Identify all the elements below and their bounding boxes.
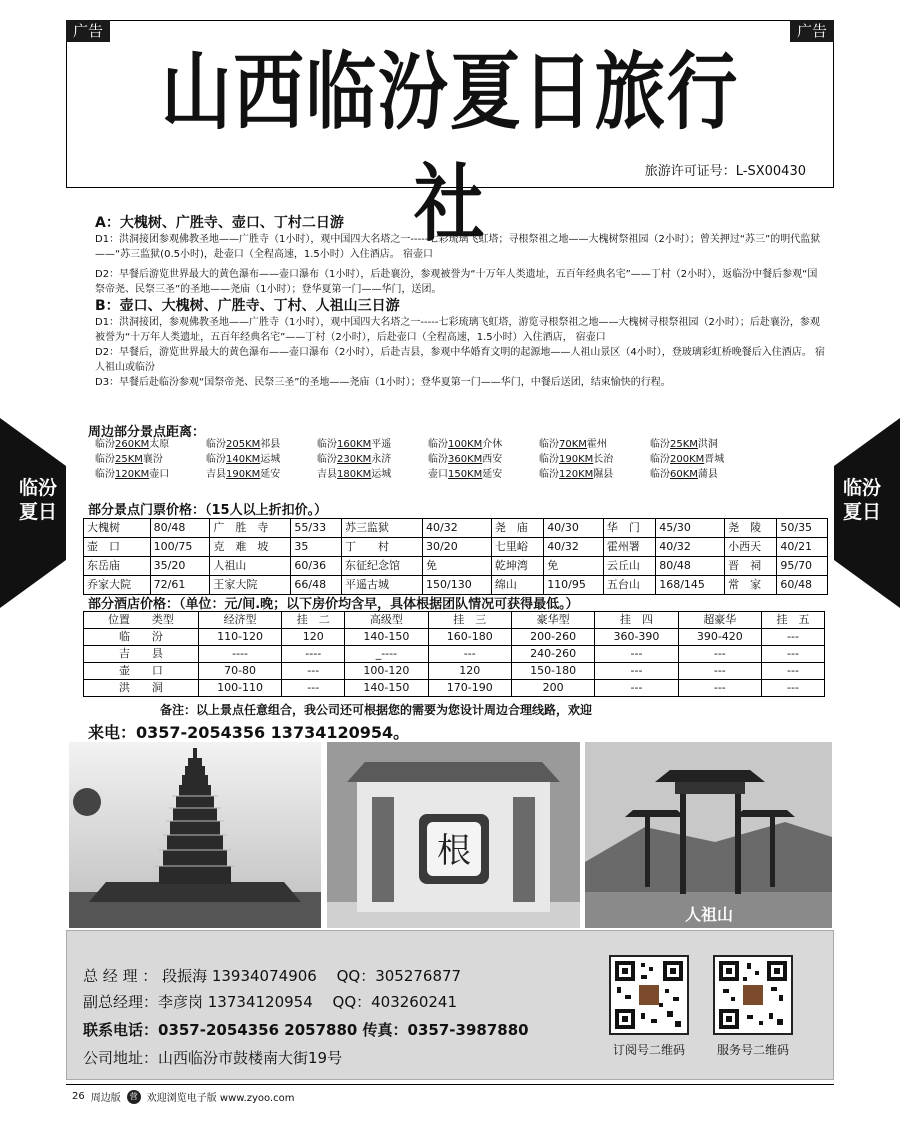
table-cell: 390-420 <box>678 629 761 646</box>
table-cell: 超豪华 <box>678 612 761 629</box>
table-cell: --- <box>762 646 825 663</box>
distance-cell: 临汾360KM西安 <box>428 454 503 465</box>
hotel-title: 部分酒店价格：（单位：元/间.晚；以下房价均含早，具体根据团队情况可获得最低。） <box>88 597 579 612</box>
distance-grid <box>95 437 795 482</box>
route-b-day1: D1：洪洞接团，参观佛教圣地——广胜寺（1小时），观中国四大名塔之一-----七彩琉璃飞虹塔，游览寻根祭祖之地——大槐树寻根祭祖园（2小时）；后赴襄汾，参观被誉为“十万年人类遗址，五百年经典名宅”——丁村（2小时），后赴壶口（全程高速，1.5小时）入住酒店， 宿壶口 <box>95 317 820 343</box>
distance-cell: 吉县180KM运城 <box>317 469 392 480</box>
route-a-day1: D1：洪洞接团参观佛教圣地——广胜寺（1小时），观中国四大名塔之一-----七彩琉璃飞虹塔；寻根祭祖之地——大槐树祭祖园（2小时）；曾关押过“苏三”的明代监狱——“苏三监狱(0.5小时)，赴壶口（全程高速，1.5小时）入住酒店。 宿壶口 <box>95 234 821 260</box>
page-title: 山西临汾夏日旅行社 <box>161 42 739 253</box>
table-cell: 豪华型 <box>511 612 594 629</box>
footer <box>72 1089 294 1104</box>
table-cell: 壶 口 <box>84 538 151 557</box>
table-cell: 80/48 <box>656 557 725 576</box>
ad-tag-left: 广告 <box>66 20 110 42</box>
table-cell: 40/32 <box>544 538 604 557</box>
page-number: 26 <box>72 1091 85 1102</box>
edition-label: 周边版 <box>90 1093 121 1104</box>
table-cell: --- <box>282 680 345 697</box>
table-cell: 160-180 <box>428 629 511 646</box>
table-cell: 40/32 <box>656 538 725 557</box>
table-cell: 华 门 <box>603 519 655 538</box>
table-row <box>84 663 825 680</box>
table-cell: 经济型 <box>198 612 281 629</box>
table-cell: 临 汾 <box>84 629 199 646</box>
distance-cell: 临汾60KM蒲县 <box>650 469 718 480</box>
table-cell: 120 <box>282 629 345 646</box>
table-cell: 大槐树 <box>84 519 151 538</box>
distance-cell: 临汾100KM介休 <box>428 439 503 450</box>
table-cell: 乾坤湾 <box>491 557 543 576</box>
table-cell: _---- <box>345 646 428 663</box>
qr-code-service[interactable] <box>713 955 793 1035</box>
table-cell: 高级型 <box>345 612 428 629</box>
table-cell: 晋 祠 <box>725 557 777 576</box>
route-b-title: B：壶口、大槐树、广胜寺、丁村、人祖山三日游 <box>95 298 400 314</box>
table-cell: 苏三监狱 <box>342 519 423 538</box>
table-cell: --- <box>595 646 678 663</box>
side-tab-right-line2: 夏日 <box>842 501 881 523</box>
table-cell: 免 <box>423 557 492 576</box>
gate-plaque-char: 根 <box>437 831 471 871</box>
table-cell: 110-120 <box>198 629 281 646</box>
gate-image <box>327 742 580 928</box>
table-cell: 挂 四 <box>595 612 678 629</box>
table-cell: 140-150 <box>345 629 428 646</box>
pagoda-image <box>69 742 321 928</box>
table-cell: 挂 二 <box>282 612 345 629</box>
table-cell: 乔家大院 <box>84 576 151 595</box>
distance-cell: 临汾230KM永济 <box>317 454 392 465</box>
table-cell: ---- <box>282 646 345 663</box>
distance-cell: 临汾200KM晋城 <box>650 454 725 465</box>
side-tab-left-line1: 临汾 <box>18 477 57 499</box>
side-tab-right <box>834 418 900 608</box>
table-cell: 免 <box>544 557 604 576</box>
table-cell: 七里峪 <box>491 538 543 557</box>
table-cell: 35 <box>291 538 342 557</box>
route-b-day3: D3：早餐后赴临汾参观“国祭帝尧、民祭三圣”的圣地——尧庙（1小时）；登华夏第一门——华门，中餐后送团，结束愉快的行程。 <box>95 377 671 388</box>
renzu-image <box>585 742 832 928</box>
table-cell: 五台山 <box>603 576 655 595</box>
table-cell: 广 胜 寺 <box>210 519 291 538</box>
ticket-table <box>83 518 828 595</box>
distance-cell: 临汾260KM太原 <box>95 439 170 450</box>
table-row <box>84 576 828 595</box>
distance-row <box>95 467 795 482</box>
table-cell: 140-150 <box>345 680 428 697</box>
ad-tag-right: 广告 <box>790 20 834 42</box>
brand-logo-icon: 营 <box>127 1090 141 1104</box>
table-cell: --- <box>678 646 761 663</box>
table-cell: 55/33 <box>291 519 342 538</box>
table-cell: 200-260 <box>511 629 594 646</box>
table-row <box>84 629 825 646</box>
distance-cell: 壶口150KM延安 <box>428 469 503 480</box>
table-cell: 35/20 <box>150 557 210 576</box>
table-cell: 平遥古城 <box>342 576 423 595</box>
hotel-table <box>83 611 825 697</box>
distance-cell: 临汾190KM长治 <box>539 454 614 465</box>
table-row <box>84 557 828 576</box>
photo-pagoda <box>69 742 321 928</box>
table-cell: --- <box>678 663 761 680</box>
side-tab-left-line2: 夏日 <box>18 501 57 523</box>
table-cell: 100/75 <box>150 538 210 557</box>
table-cell: 40/32 <box>423 519 492 538</box>
table-cell: 洪 洞 <box>84 680 199 697</box>
table-cell: 尧 陵 <box>725 519 777 538</box>
note-text: 备注：以上景点任意组合，我公司还可根据您的需要为您设计周边合理线路，欢迎 <box>160 703 593 717</box>
table-cell: 常 家 <box>725 576 777 595</box>
table-cell: 丁 村 <box>342 538 423 557</box>
table-cell: 45/30 <box>656 519 725 538</box>
table-cell: 60/36 <box>291 557 342 576</box>
table-row <box>84 538 828 557</box>
table-cell: 110/95 <box>544 576 604 595</box>
distance-cell: 临汾120KM隰县 <box>539 469 614 480</box>
table-cell: 绵山 <box>491 576 543 595</box>
side-tab-left <box>0 418 66 608</box>
table-cell: 东岳庙 <box>84 557 151 576</box>
route-a-title: A：大槐树、广胜寺、壶口、丁村二日游 <box>95 215 344 231</box>
table-cell: 66/48 <box>291 576 342 595</box>
call-line: 来电：0357-2054356 13734120954。 <box>88 723 410 742</box>
table-cell: 40/21 <box>777 538 828 557</box>
table-row <box>84 680 825 697</box>
ticket-title: 部分景点门票价格：（15人以上折扣价。） <box>88 503 328 518</box>
table-cell: 壶 口 <box>84 663 199 680</box>
distance-cell: 临汾70KM霍州 <box>539 439 607 450</box>
qr-code-subscription[interactable] <box>609 955 689 1035</box>
table-cell: 70-80 <box>198 663 281 680</box>
table-cell: --- <box>762 680 825 697</box>
table-cell: 尧 庙 <box>491 519 543 538</box>
table-cell: 霍州署 <box>603 538 655 557</box>
table-cell: --- <box>762 629 825 646</box>
table-cell: --- <box>428 646 511 663</box>
table-cell: 168/145 <box>656 576 725 595</box>
table-cell: 克 难 坡 <box>210 538 291 557</box>
table-cell: 小西天 <box>725 538 777 557</box>
table-cell: 位置 类型 <box>84 612 199 629</box>
distance-row <box>95 437 795 452</box>
route-a-day2: D2：早餐后游览世界最大的黄色瀑布——壶口瀑布（1小时），后赴襄汾，参观被誉为“十万年人类遗址，五百年经典名宅”——丁村（2小时），返临汾中餐后参观“国祭帝尧、民祭三圣”的圣地——尧庙（1小时）；登华夏第一门——华门，送团。 <box>95 269 818 295</box>
table-cell: 挂 五 <box>762 612 825 629</box>
route-b <box>95 297 825 390</box>
table-row <box>84 519 828 538</box>
photo-renzu <box>585 742 832 928</box>
footer-divider <box>66 1084 834 1085</box>
table-cell: ---- <box>198 646 281 663</box>
table-cell: 72/61 <box>150 576 210 595</box>
table-cell: 95/70 <box>777 557 828 576</box>
photo-caption-renzu: 人祖山 <box>685 905 734 924</box>
distance-cell: 临汾205KM祁县 <box>206 439 281 450</box>
table-cell: --- <box>678 680 761 697</box>
table-cell: --- <box>595 680 678 697</box>
table-cell: 30/20 <box>423 538 492 557</box>
table-cell: 挂 三 <box>428 612 511 629</box>
photo-gate <box>327 742 580 928</box>
qr-code-icon <box>611 957 687 1033</box>
table-cell: 120 <box>428 663 511 680</box>
distance-cell: 临汾25KM襄汾 <box>95 454 163 465</box>
distance-cell: 临汾160KM平遥 <box>317 439 392 450</box>
contact-phone: 联系电话：0357-2054356 2057880 传真：0357-3987880 <box>83 1021 529 1039</box>
table-cell: 王家大院 <box>210 576 291 595</box>
table-cell: 200 <box>511 680 594 697</box>
table-cell: 吉 县 <box>84 646 199 663</box>
table-cell: 云丘山 <box>603 557 655 576</box>
table-cell: 170-190 <box>428 680 511 697</box>
distance-cell: 临汾140KM运城 <box>206 454 281 465</box>
table-cell: 80/48 <box>150 519 210 538</box>
table-cell: 50/35 <box>777 519 828 538</box>
table-cell: 东征纪念馆 <box>342 557 423 576</box>
table-cell: --- <box>762 663 825 680</box>
distance-cell: 吉县190KM延安 <box>206 469 281 480</box>
qr-label-service: 服务号二维码 <box>716 1043 789 1057</box>
table-cell: 150/130 <box>423 576 492 595</box>
table-cell: --- <box>282 663 345 680</box>
side-tab-right-line1: 临汾 <box>842 477 881 499</box>
table-cell: 100-120 <box>345 663 428 680</box>
table-cell: 150-180 <box>511 663 594 680</box>
table-cell: 100-110 <box>198 680 281 697</box>
qr-label-subscription: 订阅号二维码 <box>612 1043 685 1057</box>
contact-address: 公司地址：山西临汾市鼓楼南大街19号 <box>83 1049 343 1067</box>
table-cell: 360-390 <box>595 629 678 646</box>
contact-gm: 总 经 理 ： 段振海 13934074906 QQ：305276877 <box>83 967 462 985</box>
distance-row <box>95 452 795 467</box>
license-number: 旅游许可证号：L-SX00430 <box>644 164 806 179</box>
route-b-day2: D2：早餐后，游览世界最大的黄色瀑布——壶口瀑布（2小时），后赴吉县，参观中华婚育文明的起源地——人祖山景区（4小时），登玻璃彩虹桥晚餐后入住酒店。 宿人祖山或临汾 <box>95 347 825 373</box>
distance-cell: 临汾120KM壶口 <box>95 469 170 480</box>
contact-panel <box>66 930 834 1080</box>
distance-title: 周边部分景点距离： <box>88 425 206 440</box>
table-cell: 人祖山 <box>210 557 291 576</box>
table-cell: 60/48 <box>777 576 828 595</box>
contact-dgm: 副总经理：李彦岗 13734120954 QQ：403260241 <box>83 993 458 1011</box>
route-a <box>95 214 825 297</box>
qr-code-icon <box>715 957 791 1033</box>
distance-cell: 临汾25KM洪洞 <box>650 439 718 450</box>
table-header-row <box>84 612 825 629</box>
table-cell: 40/30 <box>544 519 604 538</box>
table-cell: --- <box>595 663 678 680</box>
table-row <box>84 646 825 663</box>
footer-website[interactable]: 欢迎浏览电子版 www.zyoo.com <box>146 1093 295 1104</box>
table-cell: 240-260 <box>511 646 594 663</box>
